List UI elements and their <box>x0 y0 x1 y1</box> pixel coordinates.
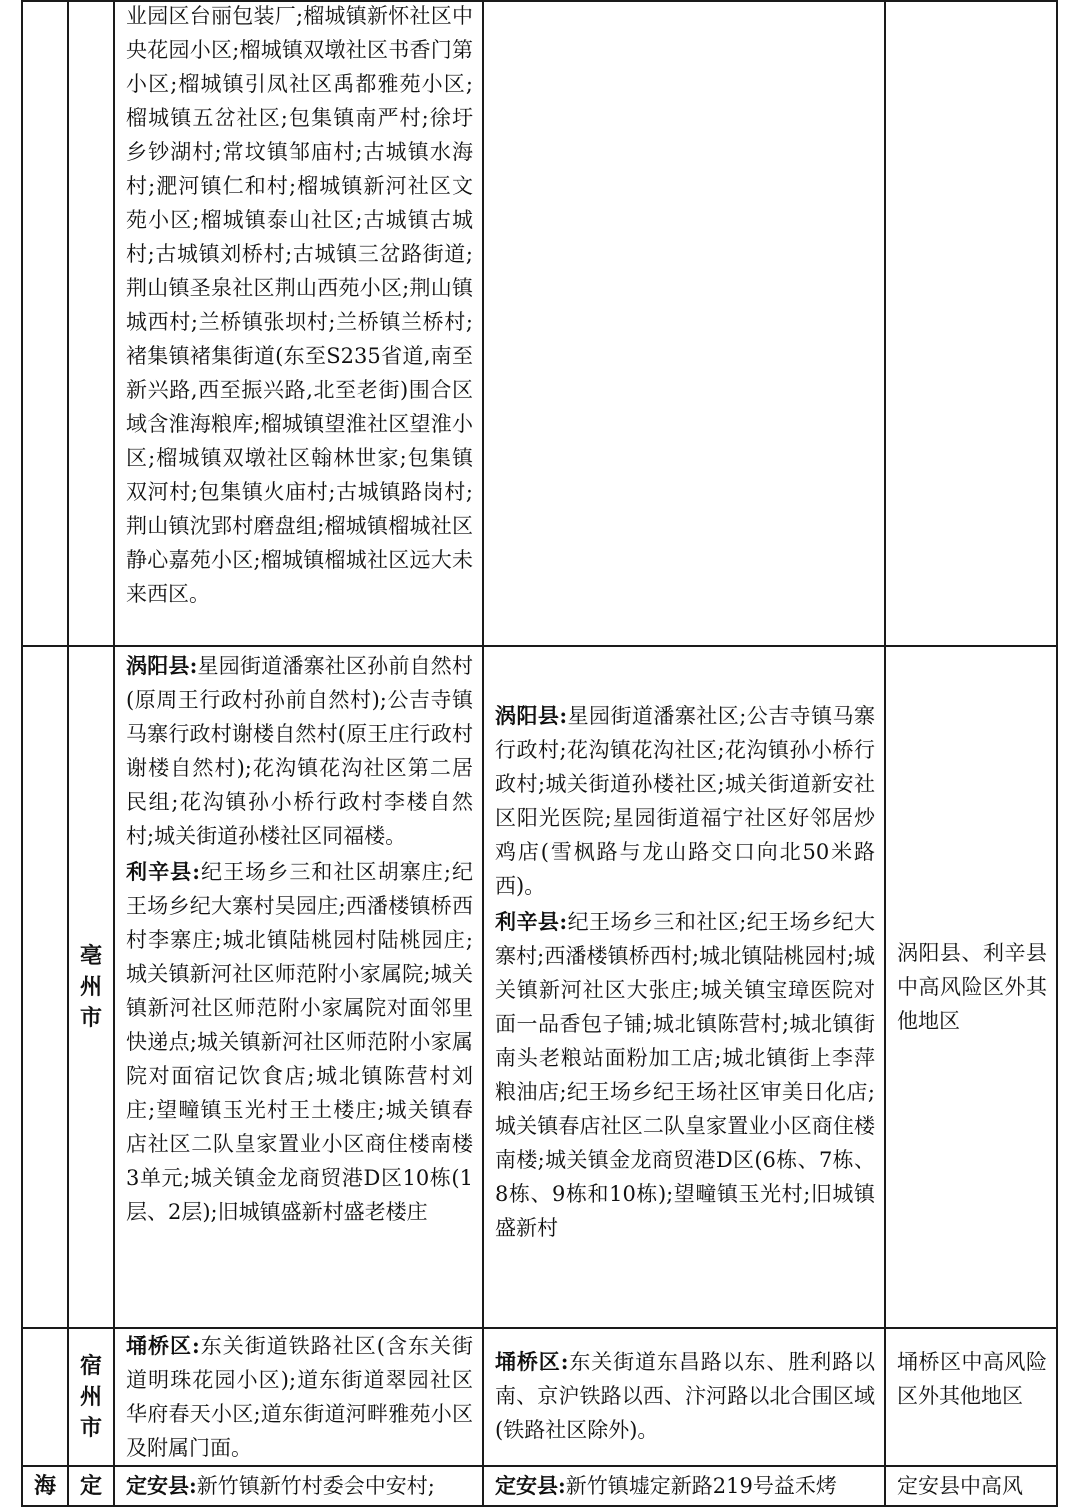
table-row <box>22 1466 1057 1506</box>
high-risk-cell <box>114 1466 483 1506</box>
province-cell <box>22 1 68 646</box>
high-risk-cell <box>114 1328 483 1466</box>
province-name: 海 <box>22 1466 68 1506</box>
county-label: 涡阳县: <box>495 703 568 728</box>
low-risk-text: 涡阳县、利辛县中高风险区外其他地区 <box>897 941 1047 1033</box>
medium-risk-cell <box>483 646 885 1328</box>
province-cell <box>22 1328 68 1466</box>
guoyang-high-risk: 涡阳县:星园街道潘寨社区孙前自然村(原周王行政村孙前自然村);公吉寺镇马寨行政村谢楼自然村(原王庄行政村谢楼自然村);花沟镇花沟社区第二居民组;花沟镇孙小桥行政村李楼自然村;城关街道孙楼社区同福楼。 <box>126 653 473 848</box>
city-name-bozhou: 亳 州 市 <box>68 646 114 1328</box>
medium-risk-cell <box>483 1328 885 1466</box>
risk-area-table <box>21 0 1058 1507</box>
province-cell <box>22 646 68 1328</box>
table-row <box>22 1 1057 646</box>
table-row <box>22 646 1057 1328</box>
county-label: 涡阳县: <box>126 653 198 678</box>
table-row <box>22 1328 1057 1466</box>
low-risk-text: 埇桥区中高风险区外其他地区 <box>897 1350 1047 1408</box>
district-label: 埇桥区: <box>495 1349 569 1374</box>
medium-risk-cell <box>483 1 885 646</box>
low-risk-cell <box>885 1 1057 646</box>
district-label: 埇桥区: <box>126 1333 200 1358</box>
guoyang-medium-risk: 涡阳县:星园街道潘寨社区;公吉寺镇马寨行政村;花沟镇花沟社区;花沟镇孙小桥行政村;城关街道孙楼社区;城关街道新安社区阳光医院;星园街道福宁社区好邻居炒鸡店(雪枫路与龙山路交口向北50米路西)。 <box>495 703 875 898</box>
lixin-high-risk: 利辛县:纪王场乡三和社区胡寨庄;纪王场乡纪大寨村吴园庄;西潘楼镇桥西村李寨庄;城北镇陆桃园村陆桃园庄;城关镇新河社区师范附小家属院;城关镇新河社区师范附小家属院对面邻里快递点;城关镇新河社区师范附小家属院对面宿记饮食店;城北镇陈营村刘庄;望疃镇玉光村王土楼庄;城关镇春店社区二队皇家置业小区商住楼南楼3单元;城关镇金龙商贸港D区10栋(1层、2层);旧城镇盛新村盛老楼庄 <box>126 859 473 1224</box>
county-label: 利辛县: <box>126 859 200 884</box>
low-risk-text: 定安县中高风 <box>897 1474 1023 1498</box>
city-name-dingan: 定 <box>68 1466 114 1506</box>
medium-risk-text: 新竹镇墟定新路219号益禾烤 <box>565 1474 837 1498</box>
county-label: 定安县: <box>495 1473 566 1498</box>
lixin-medium-risk: 利辛县:纪王场乡三和社区;纪王场乡纪大寨村;西潘楼镇桥西村;城北镇陆桃园村;城关镇新河社区大张庄;城关镇宝璋医院对面一品香包子铺;城北镇陈营村;城北镇街南头老粮站面粉加工店;城北镇街上李萍粮油店;纪王场乡纪王场社区审美日化店;城关镇春店社区二队皇家置业小区商住楼南楼;城关镇金龙商贸港D区(6栋、7栋、8栋、9栋和10栋);望疃镇玉光村;旧城镇盛新村 <box>495 909 875 1240</box>
high-risk-text: 业园区台丽包装厂;榴城镇新怀社区中央花园小区;榴城镇双墩社区书香门第小区;榴城镇引凤社区禹都雅苑小区;榴城镇五岔社区;包集镇南严村;徐圩乡钞湖村;常坟镇邹庙村;古城镇水海村;淝河镇仁和村;榴城镇新河社区文苑小区;榴城镇泰山社区;古城镇古城村;古城镇刘桥村;古城镇三岔路街道;荆山镇圣泉社区荆山西苑小区;荆山镇城西村;兰桥镇张坝村;兰桥镇兰桥村;褚集镇褚集街道(东至S235省道,南至新兴路,西至振兴路,北至老街)围合区域含淮海粮库;榴城镇望淮社区望淮小区;榴城镇双墩社区翰林世家;包集镇双河村;包集镇火庙村;古城镇路岗村;荆山镇沈郢村磨盘组;榴城镇榴城社区静心嘉苑小区;榴城镇榴城社区远大未来西区。 <box>126 4 473 606</box>
low-risk-cell <box>885 1466 1057 1506</box>
medium-risk-cell <box>483 1466 885 1506</box>
low-risk-cell <box>885 646 1057 1328</box>
city-name-suzhou: 宿 州 市 <box>68 1328 114 1466</box>
medium-risk-text: 东关街道东昌路以东、胜利路以南、京沪铁路以西、汴河路以北合围区域(铁路社区除外)。 <box>495 1350 875 1442</box>
city-cell <box>68 1 114 646</box>
county-label: 利辛县: <box>495 909 568 934</box>
high-risk-cell <box>114 646 483 1328</box>
high-risk-cell <box>114 1 483 646</box>
low-risk-cell <box>885 1328 1057 1466</box>
county-label: 定安县: <box>126 1473 197 1498</box>
high-risk-text: 新竹镇新竹村委会中安村; <box>196 1474 435 1498</box>
high-risk-text: 东关街道铁路社区(含东关街道明珠花园小区);道东街道翠园社区华府春天小区;道东街道河畔雅苑小区及附属门面。 <box>126 1334 473 1460</box>
